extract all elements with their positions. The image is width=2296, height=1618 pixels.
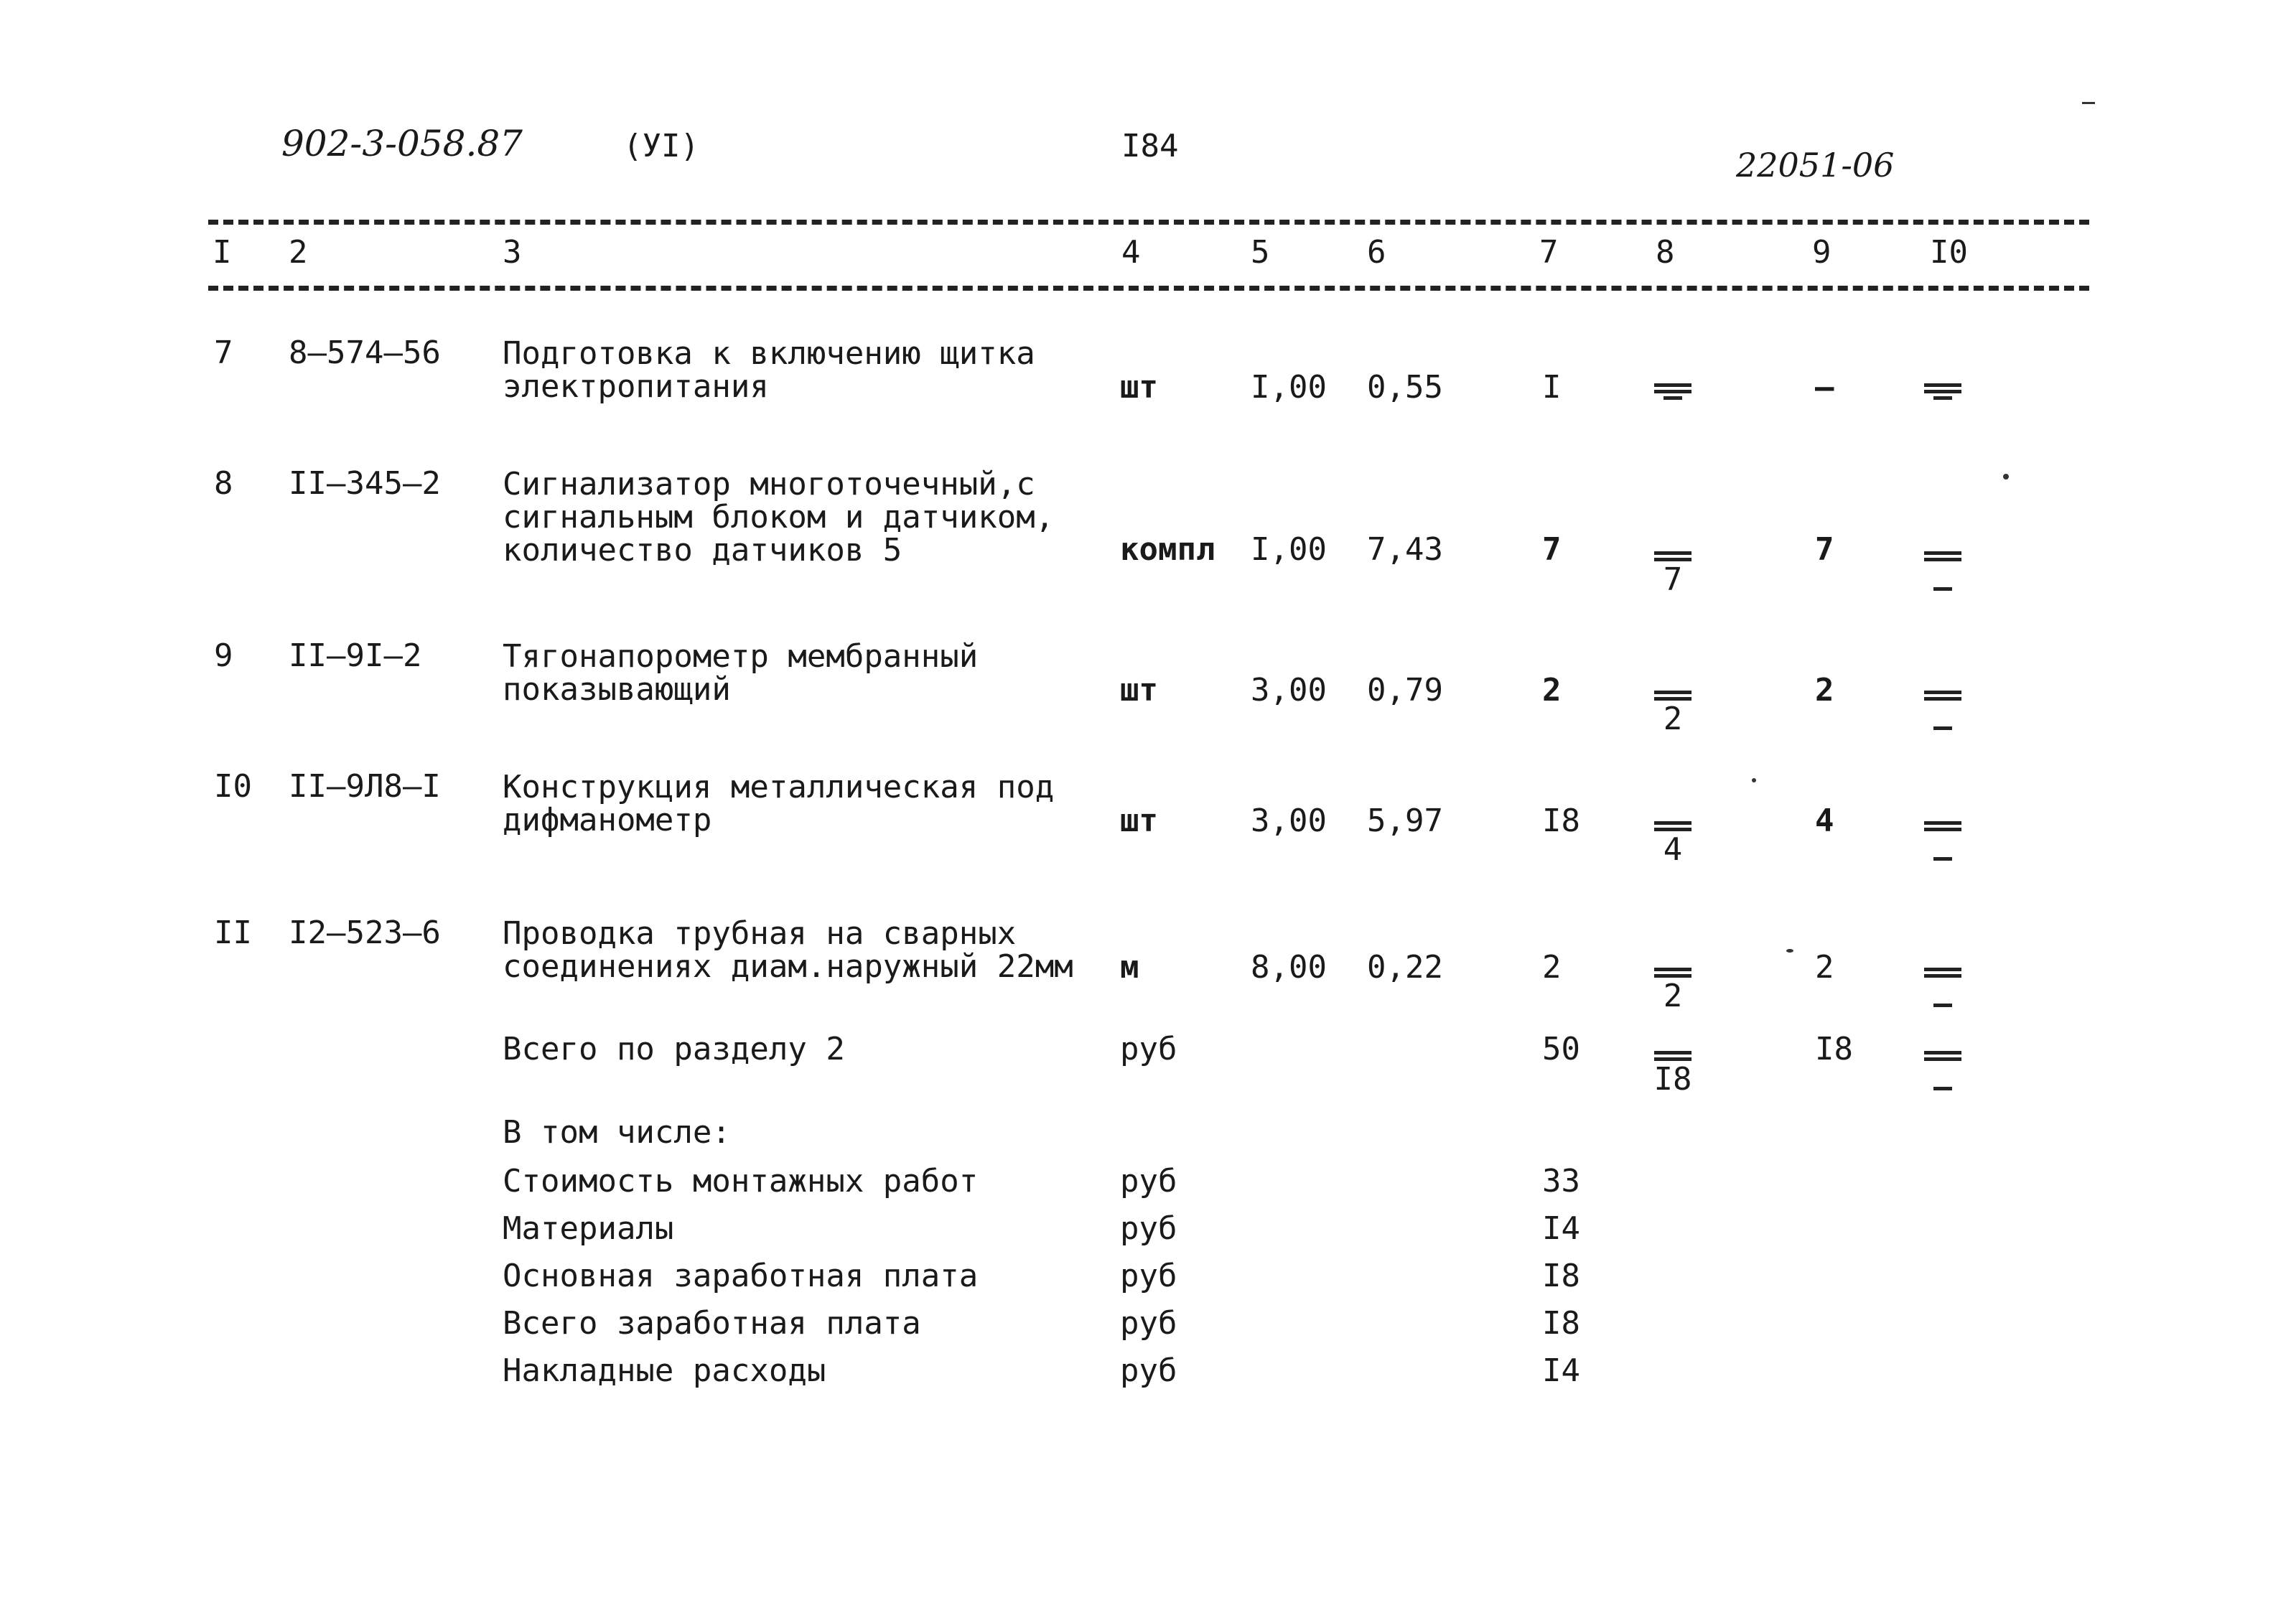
- breakdown-label: Стоимость монтажных работ: [503, 1163, 979, 1200]
- fraction-bar: [1933, 726, 1952, 730]
- col8-lower: 4: [1663, 831, 1683, 868]
- section-total-value: 50: [1542, 1031, 1580, 1067]
- item-quantity: I,00: [1251, 369, 1327, 406]
- fraction-bar: [1924, 551, 1961, 555]
- description-line: Проводка трубная на сварных: [503, 915, 1017, 952]
- col-header-9: 9: [1812, 234, 1831, 271]
- item-description: [503, 771, 1054, 837]
- header-rule-top: [208, 220, 2089, 225]
- item-unit-price: 0,55: [1367, 369, 1443, 406]
- breakdown-label: Накладные расходы: [503, 1352, 826, 1389]
- row-number: 7: [214, 335, 233, 371]
- item-quantity: 3,00: [1251, 803, 1327, 839]
- col10-fraction: [1921, 1048, 1964, 1093]
- including-label: В том числе:: [503, 1114, 731, 1151]
- item-quantity: 8,00: [1251, 949, 1327, 986]
- col8-fraction: [1651, 688, 1694, 735]
- fraction-bar: [1924, 390, 1961, 393]
- col10-fraction: [1921, 965, 1964, 1010]
- col9-value: 7: [1815, 531, 1834, 568]
- item-code: I2–523–6: [289, 915, 441, 951]
- row-number: II: [214, 915, 252, 951]
- col10-fraction: [1921, 380, 1964, 403]
- col8-fraction: [1651, 1048, 1694, 1098]
- item-description: [503, 640, 978, 706]
- item-code: II–9Л8–I: [289, 768, 441, 805]
- col-header-7: 7: [1539, 234, 1559, 271]
- item-unit: м: [1120, 949, 1139, 986]
- item-total: 7: [1542, 531, 1562, 568]
- scan-speck: [1752, 778, 1756, 782]
- description-line: Подготовка к включению щитка: [503, 335, 1035, 372]
- fraction-bar: [1654, 821, 1691, 825]
- fraction-bar: [1924, 1057, 1961, 1061]
- item-total: 2: [1542, 949, 1562, 986]
- breakdown-unit: руб: [1120, 1163, 1177, 1200]
- col-header-2: 2: [289, 234, 308, 271]
- breakdown-label: Всего заработная плата: [503, 1305, 921, 1342]
- breakdown-value: I4: [1542, 1210, 1580, 1247]
- description-line: показывающий: [503, 671, 731, 708]
- doc-code: 902-3-058.87: [281, 123, 523, 164]
- description-line: Сигнализатор многоточечный,с: [503, 466, 1035, 502]
- item-description: [503, 917, 1073, 983]
- fraction-bar: [1924, 1051, 1961, 1054]
- album-number: (УI): [623, 128, 699, 164]
- col9-value: I8: [1815, 1031, 1853, 1067]
- breakdown-value: I4: [1542, 1352, 1580, 1389]
- col8-lower: 2: [1663, 978, 1683, 1014]
- scan-speck: [2082, 102, 2095, 104]
- fraction-bar: [1924, 974, 1961, 978]
- fraction-bar: [1654, 691, 1691, 694]
- page-number: I84: [1121, 128, 1179, 164]
- fraction-bar: [1933, 857, 1952, 861]
- fraction-bar: [1924, 828, 1961, 831]
- item-description: [503, 468, 1054, 567]
- item-code: II–9I–2: [289, 637, 422, 674]
- description-line: электропитания: [503, 368, 769, 405]
- fraction-bar: [1924, 821, 1961, 825]
- breakdown-value: I8: [1542, 1258, 1580, 1294]
- fraction-bar: [1924, 383, 1961, 387]
- fraction-bar: [1924, 968, 1961, 971]
- breakdown-label: Материалы: [503, 1210, 674, 1247]
- item-quantity: I,00: [1251, 531, 1327, 568]
- col9-value: 2: [1815, 949, 1834, 986]
- item-unit-price: 0,22: [1367, 949, 1443, 986]
- breakdown-value: 33: [1542, 1163, 1580, 1200]
- fraction-bar: [1654, 551, 1691, 555]
- fraction-bar: [1654, 390, 1691, 393]
- header-rule-bottom: [208, 286, 2089, 291]
- breakdown-unit: руб: [1120, 1352, 1177, 1389]
- description-line: соединениях диам.наружный 22мм: [503, 948, 1073, 985]
- col-header-5: 5: [1251, 234, 1270, 271]
- item-unit: шт: [1120, 803, 1158, 839]
- col9-value: 4: [1815, 803, 1834, 839]
- description-line: дифманометр: [503, 802, 712, 838]
- col10-fraction: [1921, 818, 1964, 864]
- item-code: II–345–2: [289, 465, 441, 502]
- col10-fraction: [1921, 688, 1964, 733]
- item-unit: шт: [1120, 672, 1158, 709]
- fraction-bar: [1924, 691, 1961, 694]
- breakdown-unit: руб: [1120, 1258, 1177, 1294]
- breakdown-value: I8: [1542, 1305, 1580, 1342]
- row-number: I0: [214, 768, 252, 805]
- item-total: I: [1542, 369, 1562, 406]
- breakdown-label: Основная заработная плата: [503, 1258, 979, 1294]
- fraction-bar: [1933, 396, 1952, 400]
- col-header-8: 8: [1656, 234, 1675, 271]
- fraction-bar: [1933, 1004, 1952, 1007]
- item-unit-price: 0,79: [1367, 672, 1443, 709]
- scan-speck: [1786, 949, 1793, 953]
- col8-fraction: [1651, 818, 1694, 866]
- fraction-bar: [1924, 697, 1961, 701]
- breakdown-unit: руб: [1120, 1305, 1177, 1342]
- item-unit: шт: [1120, 369, 1158, 406]
- archive-stamp: 22051-06: [1736, 146, 1895, 184]
- fraction-bar: [1663, 396, 1682, 400]
- col-header-1: I: [213, 234, 232, 271]
- description-line: Конструкция металлическая под: [503, 769, 1055, 805]
- fraction-bar: [1933, 587, 1952, 591]
- col10-fraction: [1921, 548, 1964, 594]
- item-total: I8: [1542, 803, 1580, 839]
- col8-fraction: [1651, 548, 1694, 596]
- item-description: [503, 337, 1035, 403]
- fraction-bar: [1654, 1051, 1691, 1054]
- item-unit: компл: [1120, 531, 1215, 568]
- col8-lower: 2: [1663, 701, 1683, 737]
- col-header-6: 6: [1367, 234, 1386, 271]
- col8-fraction: [1651, 965, 1694, 1012]
- col-header-10: I0: [1930, 234, 1968, 271]
- col-header-3: 3: [503, 234, 522, 271]
- item-code: 8–574–56: [289, 335, 441, 371]
- fraction-bar: [1933, 1087, 1952, 1090]
- col8-lower: I8: [1653, 1061, 1692, 1098]
- col8-fraction: [1651, 380, 1694, 403]
- fraction-bar: [1924, 558, 1961, 561]
- description-line: сигнальным блоком и датчиком,: [503, 499, 1055, 536]
- item-total: 2: [1542, 672, 1562, 709]
- section-total-label: Всего по разделу 2: [503, 1031, 845, 1067]
- scan-speck: [2003, 474, 2009, 480]
- fraction-bar: [1654, 383, 1691, 387]
- fraction-bar: [1654, 968, 1691, 971]
- col9-value: 2: [1815, 672, 1834, 709]
- item-quantity: 3,00: [1251, 672, 1327, 709]
- section-total-unit: руб: [1120, 1031, 1177, 1067]
- description-line: Тягонапорометр мембранный: [503, 638, 979, 675]
- breakdown-unit: руб: [1120, 1210, 1177, 1247]
- row-number: 8: [214, 465, 233, 502]
- item-unit-price: 5,97: [1367, 803, 1443, 839]
- item-unit-price: 7,43: [1367, 531, 1443, 568]
- col8-lower: 7: [1663, 561, 1683, 598]
- col9-value: –: [1815, 369, 1834, 406]
- col-header-4: 4: [1121, 234, 1141, 271]
- row-number: 9: [214, 637, 233, 674]
- description-line: количество датчиков 5: [503, 532, 902, 569]
